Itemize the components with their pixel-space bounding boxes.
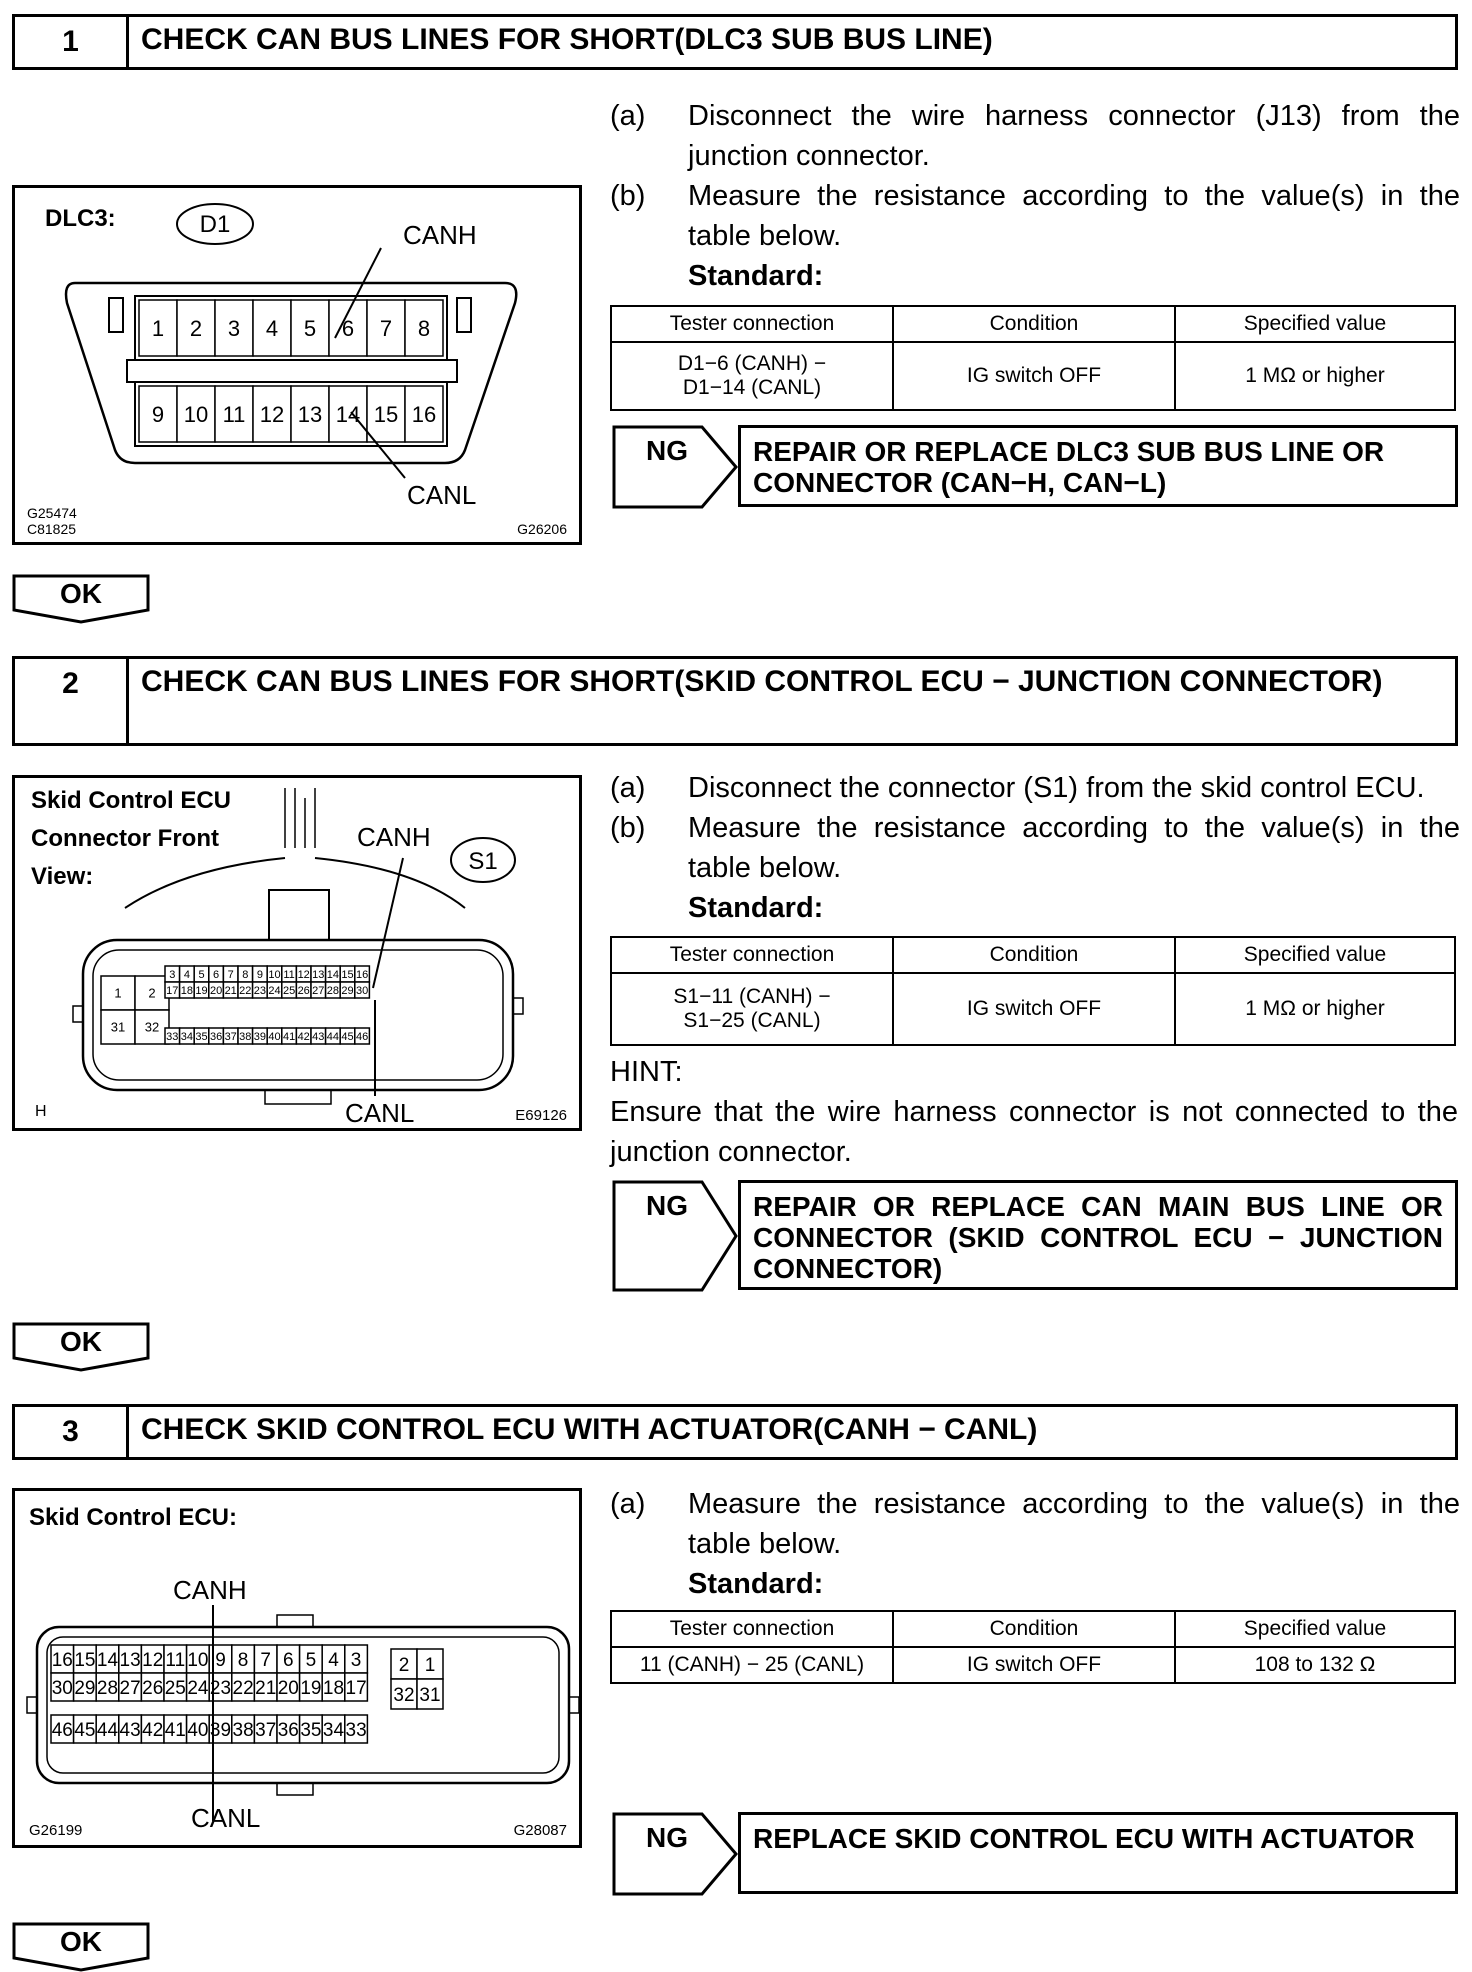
tester-line: S1−11 (CANH) −	[673, 985, 831, 1008]
fig3-pin-number: 46	[51, 1719, 73, 1741]
fig3-pin-number: 29	[74, 1677, 96, 1699]
fig3-pin-number: 5	[305, 1649, 317, 1671]
s1-id: S1	[468, 848, 498, 875]
fig2-pin-number: 41	[282, 1030, 296, 1043]
section-3-title: CHECK SKID CONTROL ECU WITH ACTUATOR(CANH − CANL)	[141, 1413, 1038, 1446]
fig3-pin-number: 11	[165, 1649, 186, 1671]
section-2-header	[12, 656, 1458, 746]
fig2-pin-number: 31	[110, 1019, 126, 1035]
fig2-pin-number: 15	[341, 968, 354, 981]
table-cell-condition: IG switch OFF	[893, 342, 1175, 410]
table-row	[611, 342, 1455, 410]
step-text: Measure the resistance according to the value(s) in the table below.	[688, 1488, 1460, 1560]
bottom-tab	[265, 1090, 331, 1104]
fig2-canh-label: CANH	[357, 822, 431, 852]
table-cell-tester: 11 (CANH) − 25 (CANL)	[611, 1647, 893, 1683]
fig2-pin-number: 25	[282, 984, 296, 997]
section-1-standard-label: Standard:	[688, 260, 824, 292]
dlc3-pin-number: 16	[411, 401, 437, 427]
section-2-title: CHECK CAN BUS LINES FOR SHORT(SKID CONTROL ECU − JUNCTION CONNECTOR)	[141, 665, 1383, 698]
fig2-pin-number: 21	[224, 984, 237, 997]
section-1-step-b	[610, 176, 1460, 256]
dlc3-pin-number: 9	[151, 401, 165, 427]
fig3-pin-number: 42	[142, 1719, 164, 1741]
fig2-pin-number: 30	[355, 984, 369, 997]
fig3-pin-number: 15	[74, 1649, 96, 1671]
dlc3-pin-number: 7	[379, 315, 393, 341]
lock-tab	[269, 890, 329, 940]
fig2-pin-number: 1	[114, 985, 122, 1001]
ok-label: OK	[60, 578, 102, 609]
table-header: Condition	[893, 937, 1175, 973]
fig2-pin-number: 43	[312, 1030, 325, 1043]
fig2-pin-number: 22	[239, 984, 252, 997]
ok-label: OK	[60, 1326, 102, 1357]
table-header: Specified value	[1175, 937, 1455, 973]
skid-ecu-connector-diagram	[15, 778, 579, 1128]
harness-cover	[125, 858, 465, 908]
fig2-pin-number: 16	[355, 968, 369, 981]
fig2-title-line2: Connector Front	[31, 825, 219, 852]
step-text: Measure the resistance according to the value(s) in the table below.	[688, 812, 1460, 884]
fig3-pin-number: 33	[345, 1719, 367, 1741]
fig2-code-right: E69126	[515, 1107, 567, 1124]
hint-text: Ensure that the wire harness connector is not connected to the junction connector.	[610, 1096, 1458, 1168]
fig2-pin-number: 23	[253, 984, 267, 997]
fig2-pin-number: 28	[326, 984, 340, 997]
fig3-pin-number: 1	[424, 1654, 436, 1676]
dlc3-pin-number: 12	[259, 401, 285, 427]
fig3-pin-number: 23	[209, 1677, 232, 1699]
dlc3-pin-number: 14	[335, 401, 361, 427]
table-cell-value: 1 MΩ or higher	[1175, 973, 1455, 1045]
tester-line: D1−6 (CANH) −	[677, 352, 827, 375]
fig2-pin-number: 4	[183, 968, 190, 981]
top-tab	[277, 1615, 313, 1627]
fig2-pin-number: 14	[326, 968, 340, 981]
fig2-pin-number: 8	[242, 968, 249, 981]
fig2-pin-number: 10	[268, 968, 281, 981]
fig2-pin-number: 36	[209, 1030, 223, 1043]
table-header: Specified value	[1175, 306, 1455, 342]
dlc3-pin-number: 1	[151, 315, 165, 341]
table-header: Specified value	[1175, 1611, 1455, 1647]
section-3-step-a	[610, 1484, 1460, 1564]
table-header: Condition	[893, 306, 1175, 342]
fig2-pin-number: 9	[256, 968, 263, 981]
fig3-pin-number: 8	[237, 1649, 249, 1671]
fig3-pin-number: 27	[119, 1677, 141, 1699]
fig3-pins	[51, 1645, 443, 1743]
table-header-row	[611, 937, 1455, 973]
fig3-pin-number: 10	[187, 1649, 209, 1671]
fig3-pin-number: 19	[300, 1677, 322, 1699]
fig3-pin-number: 38	[232, 1719, 254, 1741]
section-2-ok-tag	[12, 1322, 150, 1372]
section-3-number: 3	[15, 1407, 129, 1457]
fig3-pin-number: 20	[277, 1677, 299, 1699]
fig3-pin-number: 26	[142, 1677, 164, 1699]
fig3-pin-number: 2	[398, 1654, 410, 1676]
fig2-pin-number: 45	[341, 1030, 354, 1043]
fig2-pin-number: 38	[239, 1030, 252, 1043]
fig2-pin-number: 39	[253, 1030, 267, 1043]
fig3-canl-label: CANL	[191, 1803, 261, 1833]
fig3-pin-number: 34	[322, 1719, 345, 1741]
fig3-pin-number: 41	[164, 1719, 186, 1741]
dlc3-title: DLC3:	[45, 205, 116, 232]
d1-id: D1	[199, 211, 231, 238]
fig2-title-line1: Skid Control ECU	[31, 787, 232, 814]
dlc3-pin-number: 3	[227, 315, 241, 341]
fig3-pin-number: 12	[142, 1649, 164, 1671]
fig2-pin-number: 42	[297, 1030, 310, 1043]
dlc3-canl-label: CANL	[407, 480, 477, 510]
fig3-pin-number: 32	[393, 1684, 415, 1706]
fig3-pin-number: 7	[260, 1649, 271, 1671]
ng-action: REPAIR OR REPLACE DLC3 SUB BUS LINE OR CONNECTOR (CAN−H, CAN−L)	[738, 425, 1458, 507]
table-header: Tester connection	[611, 306, 893, 342]
fig2-pin-number: 34	[180, 1030, 194, 1043]
step-label: (a)	[610, 100, 646, 132]
fig3-pin-number: 25	[164, 1677, 186, 1699]
fig2-pin-number: 40	[268, 1030, 281, 1043]
dlc3-pin-number: 4	[265, 315, 279, 341]
ok-label: OK	[60, 1926, 102, 1957]
fig3-pin-number: 24	[187, 1677, 209, 1699]
table-row	[611, 973, 1455, 1045]
fig3-pin-number: 22	[232, 1677, 254, 1699]
fig3-pin-number: 13	[119, 1649, 141, 1671]
dlc3-figure	[12, 185, 582, 545]
fig2-pins	[101, 966, 369, 1044]
table-header-row	[611, 306, 1455, 342]
fig2-canl-label: CANL	[345, 1098, 415, 1128]
section-2-step-b	[610, 808, 1460, 888]
side-tab	[513, 998, 523, 1014]
dlc3-pin-number: 15	[373, 401, 399, 427]
table-header: Tester connection	[611, 1611, 893, 1647]
section-3-standard-label: Standard:	[688, 1568, 824, 1600]
fig3-code-left: G26199	[29, 1822, 83, 1839]
table-cell-tester	[611, 342, 893, 410]
dlc3-pin-number: 5	[303, 315, 317, 341]
fig2-pin-number: 13	[312, 968, 325, 981]
section-2-step-a	[610, 768, 1460, 808]
fig3-pin-number: 36	[277, 1719, 299, 1741]
dlc3-pin-number: 2	[189, 315, 203, 341]
fig3-pin-number: 4	[328, 1649, 339, 1671]
tester-line: D1−14 (CANL)	[682, 376, 822, 399]
fig2-pin-number: 11	[283, 968, 295, 981]
fig2-pin-number: 12	[297, 968, 310, 981]
fig3-pin-number: 9	[215, 1649, 226, 1671]
fig2-pin-number: 27	[312, 984, 325, 997]
fig3-pin-number: 35	[300, 1719, 322, 1741]
section-3-spec-table	[610, 1610, 1456, 1684]
hint-label: HINT:	[610, 1056, 683, 1088]
fig2-pin-number: 35	[195, 1030, 208, 1043]
fig2-pin-number: 20	[209, 984, 223, 997]
side-tab	[27, 1697, 37, 1713]
fig3-pin-number: 28	[96, 1677, 119, 1699]
fig2-pin-number: 26	[297, 984, 310, 997]
section-2-steps	[610, 768, 1460, 928]
fig3-canh-label: CANH	[173, 1575, 247, 1605]
section-2-hint	[610, 1052, 1458, 1172]
section-2-number: 2	[15, 659, 129, 743]
dlc3-center-bar	[127, 360, 457, 382]
ng-label: NG	[646, 1190, 688, 1221]
step-text: Disconnect the connector (S1) from the skid control ECU.	[688, 772, 1425, 804]
fig2-pin-number: 37	[224, 1030, 237, 1043]
step-label: (a)	[610, 772, 646, 804]
section-1-title: CHECK CAN BUS LINES FOR SHORT(DLC3 SUB BUS LINE)	[141, 23, 993, 56]
table-row	[611, 1647, 1455, 1683]
skid-ecu-diagram	[15, 1491, 579, 1845]
dlc3-pin-number: 11	[222, 401, 246, 427]
fig3-pin-number: 45	[74, 1719, 96, 1741]
section-1-ok-tag	[12, 574, 150, 624]
skid-ecu-figure	[12, 1488, 582, 1848]
fig3-pin-number: 43	[119, 1719, 141, 1741]
dlc3-pin-number: 13	[297, 401, 323, 427]
fig2-pin-number: 24	[268, 984, 281, 997]
fig2-pin-number: 44	[326, 1030, 340, 1043]
ng-action: REPAIR OR REPLACE CAN MAIN BUS LINE OR CONNECTOR (SKID CONTROL ECU − JUNCTION CONNECTOR)	[738, 1180, 1458, 1290]
ng-label: NG	[646, 435, 688, 466]
fig2-pin-number: 19	[195, 984, 208, 997]
fig3-title: Skid Control ECU:	[29, 1504, 237, 1531]
skid-ecu-connector-figure	[12, 775, 582, 1131]
dlc3-diagram	[15, 188, 579, 542]
step-label: (b)	[610, 812, 646, 844]
section-2-spec-table	[610, 936, 1456, 1046]
side-tab	[569, 1697, 579, 1713]
dlc3-pin-number: 6	[341, 315, 355, 341]
table-header: Tester connection	[611, 937, 893, 973]
fig2-pin-number: 3	[169, 968, 176, 981]
table-cell-condition: IG switch OFF	[893, 1647, 1175, 1683]
fig3-code-right: G28087	[513, 1822, 567, 1839]
dlc3-pin-number: 8	[417, 315, 431, 341]
fig3-pin-number: 6	[283, 1649, 294, 1671]
tester-line: S1−25 (CANL)	[683, 1009, 821, 1032]
fig3-pin-number: 16	[51, 1649, 73, 1671]
section-1-step-a	[610, 96, 1460, 176]
ng-action: REPLACE SKID CONTROL ECU WITH ACTUATOR	[738, 1812, 1458, 1894]
dlc3-code-left-1: G25474	[27, 505, 77, 521]
bottom-tab	[277, 1783, 313, 1795]
fig3-pin-number: 31	[419, 1684, 441, 1706]
harness-wires	[285, 788, 315, 848]
fig2-pin-number: 5	[198, 968, 205, 981]
fig3-pin-number: 3	[350, 1649, 362, 1671]
fig3-pin-number: 21	[255, 1677, 277, 1699]
fig2-pin-number: 18	[180, 984, 194, 997]
side-tab	[73, 1006, 83, 1022]
table-cell-value: 1 MΩ or higher	[1175, 342, 1455, 410]
section-1-number: 1	[15, 17, 129, 67]
dlc3-left-tab	[109, 298, 123, 332]
fig2-pin-number: 17	[166, 984, 179, 997]
table-header: Condition	[893, 1611, 1175, 1647]
section-2-standard-label: Standard:	[688, 892, 824, 924]
dlc3-pin-number: 10	[183, 401, 209, 427]
fig3-pin-number: 14	[96, 1649, 119, 1671]
fig2-pin-number: 6	[213, 968, 220, 981]
section-3-ok-tag	[12, 1922, 150, 1972]
fig2-pin-number: 32	[144, 1019, 160, 1035]
section-3-header	[12, 1404, 1458, 1460]
fig3-pin-number: 17	[345, 1677, 367, 1699]
fig3-pin-number: 40	[187, 1719, 209, 1741]
fig2-code-left: H	[35, 1103, 47, 1120]
dlc3-right-tab	[457, 298, 471, 332]
section-1-spec-table	[610, 305, 1456, 411]
section-1-header	[12, 14, 1458, 70]
section-1-steps	[610, 96, 1460, 296]
section-3-steps	[610, 1484, 1460, 1604]
step-text: Disconnect the wire harness connector (J13) from the junction connector.	[688, 100, 1460, 172]
dlc3-code-right: G26206	[517, 521, 567, 537]
fig2-canh-leader	[373, 858, 403, 988]
table-cell-condition: IG switch OFF	[893, 973, 1175, 1045]
table-cell-tester	[611, 973, 893, 1045]
fig2-pin-number: 33	[166, 1030, 179, 1043]
fig2-pin-number: 29	[341, 984, 354, 997]
fig3-pin-number: 18	[322, 1677, 345, 1699]
fig3-pin-number: 37	[255, 1719, 277, 1741]
fig2-pin-number: 7	[227, 968, 234, 981]
fig2-title-line3: View:	[31, 863, 94, 890]
ng-label: NG	[646, 1822, 688, 1853]
fig3-pin-number: 30	[51, 1677, 73, 1699]
step-text: Measure the resistance according to the value(s) in the table below.	[688, 180, 1460, 252]
dlc3-canh-label: CANH	[403, 220, 477, 250]
fig3-pin-number: 39	[209, 1719, 232, 1741]
table-header-row	[611, 1611, 1455, 1647]
table-cell-value: 108 to 132 Ω	[1175, 1647, 1455, 1683]
dlc3-code-left-2: C81825	[27, 521, 77, 537]
fig3-pin-number: 44	[96, 1719, 119, 1741]
fig2-pin-number: 2	[148, 985, 156, 1001]
fig2-pin-number: 46	[355, 1030, 369, 1043]
step-label: (b)	[610, 180, 646, 212]
step-label: (a)	[610, 1488, 646, 1520]
